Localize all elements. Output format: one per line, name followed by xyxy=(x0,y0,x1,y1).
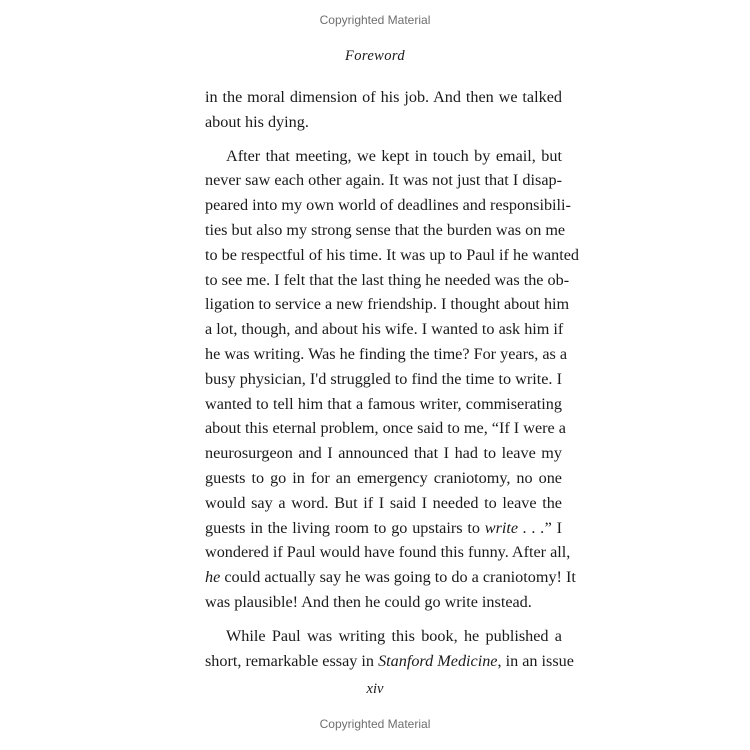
text-line: about this eternal problem, once said to me, “If I were a xyxy=(205,419,566,438)
text-line: to see me. I felt that the last thing he needed was the ob- xyxy=(205,270,570,289)
text-run: ” I xyxy=(544,518,562,537)
text-run: , in an issue xyxy=(497,651,574,670)
text-line: about his dying. xyxy=(205,112,309,131)
text-line xyxy=(205,565,576,590)
text-line: to be respectful of his time. It was up to Paul if he wanted xyxy=(205,245,580,264)
text-line: was plausible! And then he could go write instead. xyxy=(205,592,532,611)
copyright-watermark-bottom: Copyrighted Material xyxy=(319,717,431,731)
page-number: xiv xyxy=(366,681,384,697)
text-line: ties but also my strong sense that the burden was on me xyxy=(205,220,566,239)
text-line: After that meeting, we kept in touch by email, but xyxy=(226,146,562,165)
text-line: a lot, though, and about his wife. I wanted to ask him if xyxy=(205,320,564,339)
text-line: wondered if Paul would have found this funny. After all, xyxy=(205,543,571,562)
running-head: Foreword xyxy=(344,48,406,64)
text-line: in the moral dimension of his job. And then we talked xyxy=(205,88,562,106)
text-line: ligation to service a new friendship. I thought about him xyxy=(205,295,570,314)
text-line: guests to go in for an emergency craniotomy, no one xyxy=(205,468,562,487)
text-line: peared into my own world of deadlines and responsibili- xyxy=(205,196,571,215)
text-line: would say a word. But if I said I needed to leave the xyxy=(205,493,562,512)
text-line: he was writing. Was he finding the time? For years, as a xyxy=(205,344,568,363)
italic-text: write . . . xyxy=(484,518,545,537)
text-line: never saw each other again. It was not just that I disap- xyxy=(205,171,562,190)
text-line: neurosurgeon and I announced that I had to leave my xyxy=(205,444,562,463)
text-line xyxy=(205,516,562,541)
text-line: While Paul was writing this book, he published a xyxy=(226,626,562,645)
text-run: could actually say he was going to do a craniotomy! It xyxy=(220,568,576,587)
italic-text: Stanford Medicine xyxy=(378,651,498,670)
text-line: wanted to tell him that a famous writer, commiserating xyxy=(205,394,562,413)
text-run: short, remarkable essay in xyxy=(205,651,379,670)
text-line xyxy=(205,649,574,674)
text-run: guests in the living room to go upstairs to xyxy=(205,518,485,537)
text-line: busy physician, I'd struggled to find the time to write. I xyxy=(205,369,562,388)
copyright-watermark-top: Copyrighted Material xyxy=(319,13,431,27)
body-text xyxy=(205,85,580,673)
italic-text: he xyxy=(205,568,221,587)
